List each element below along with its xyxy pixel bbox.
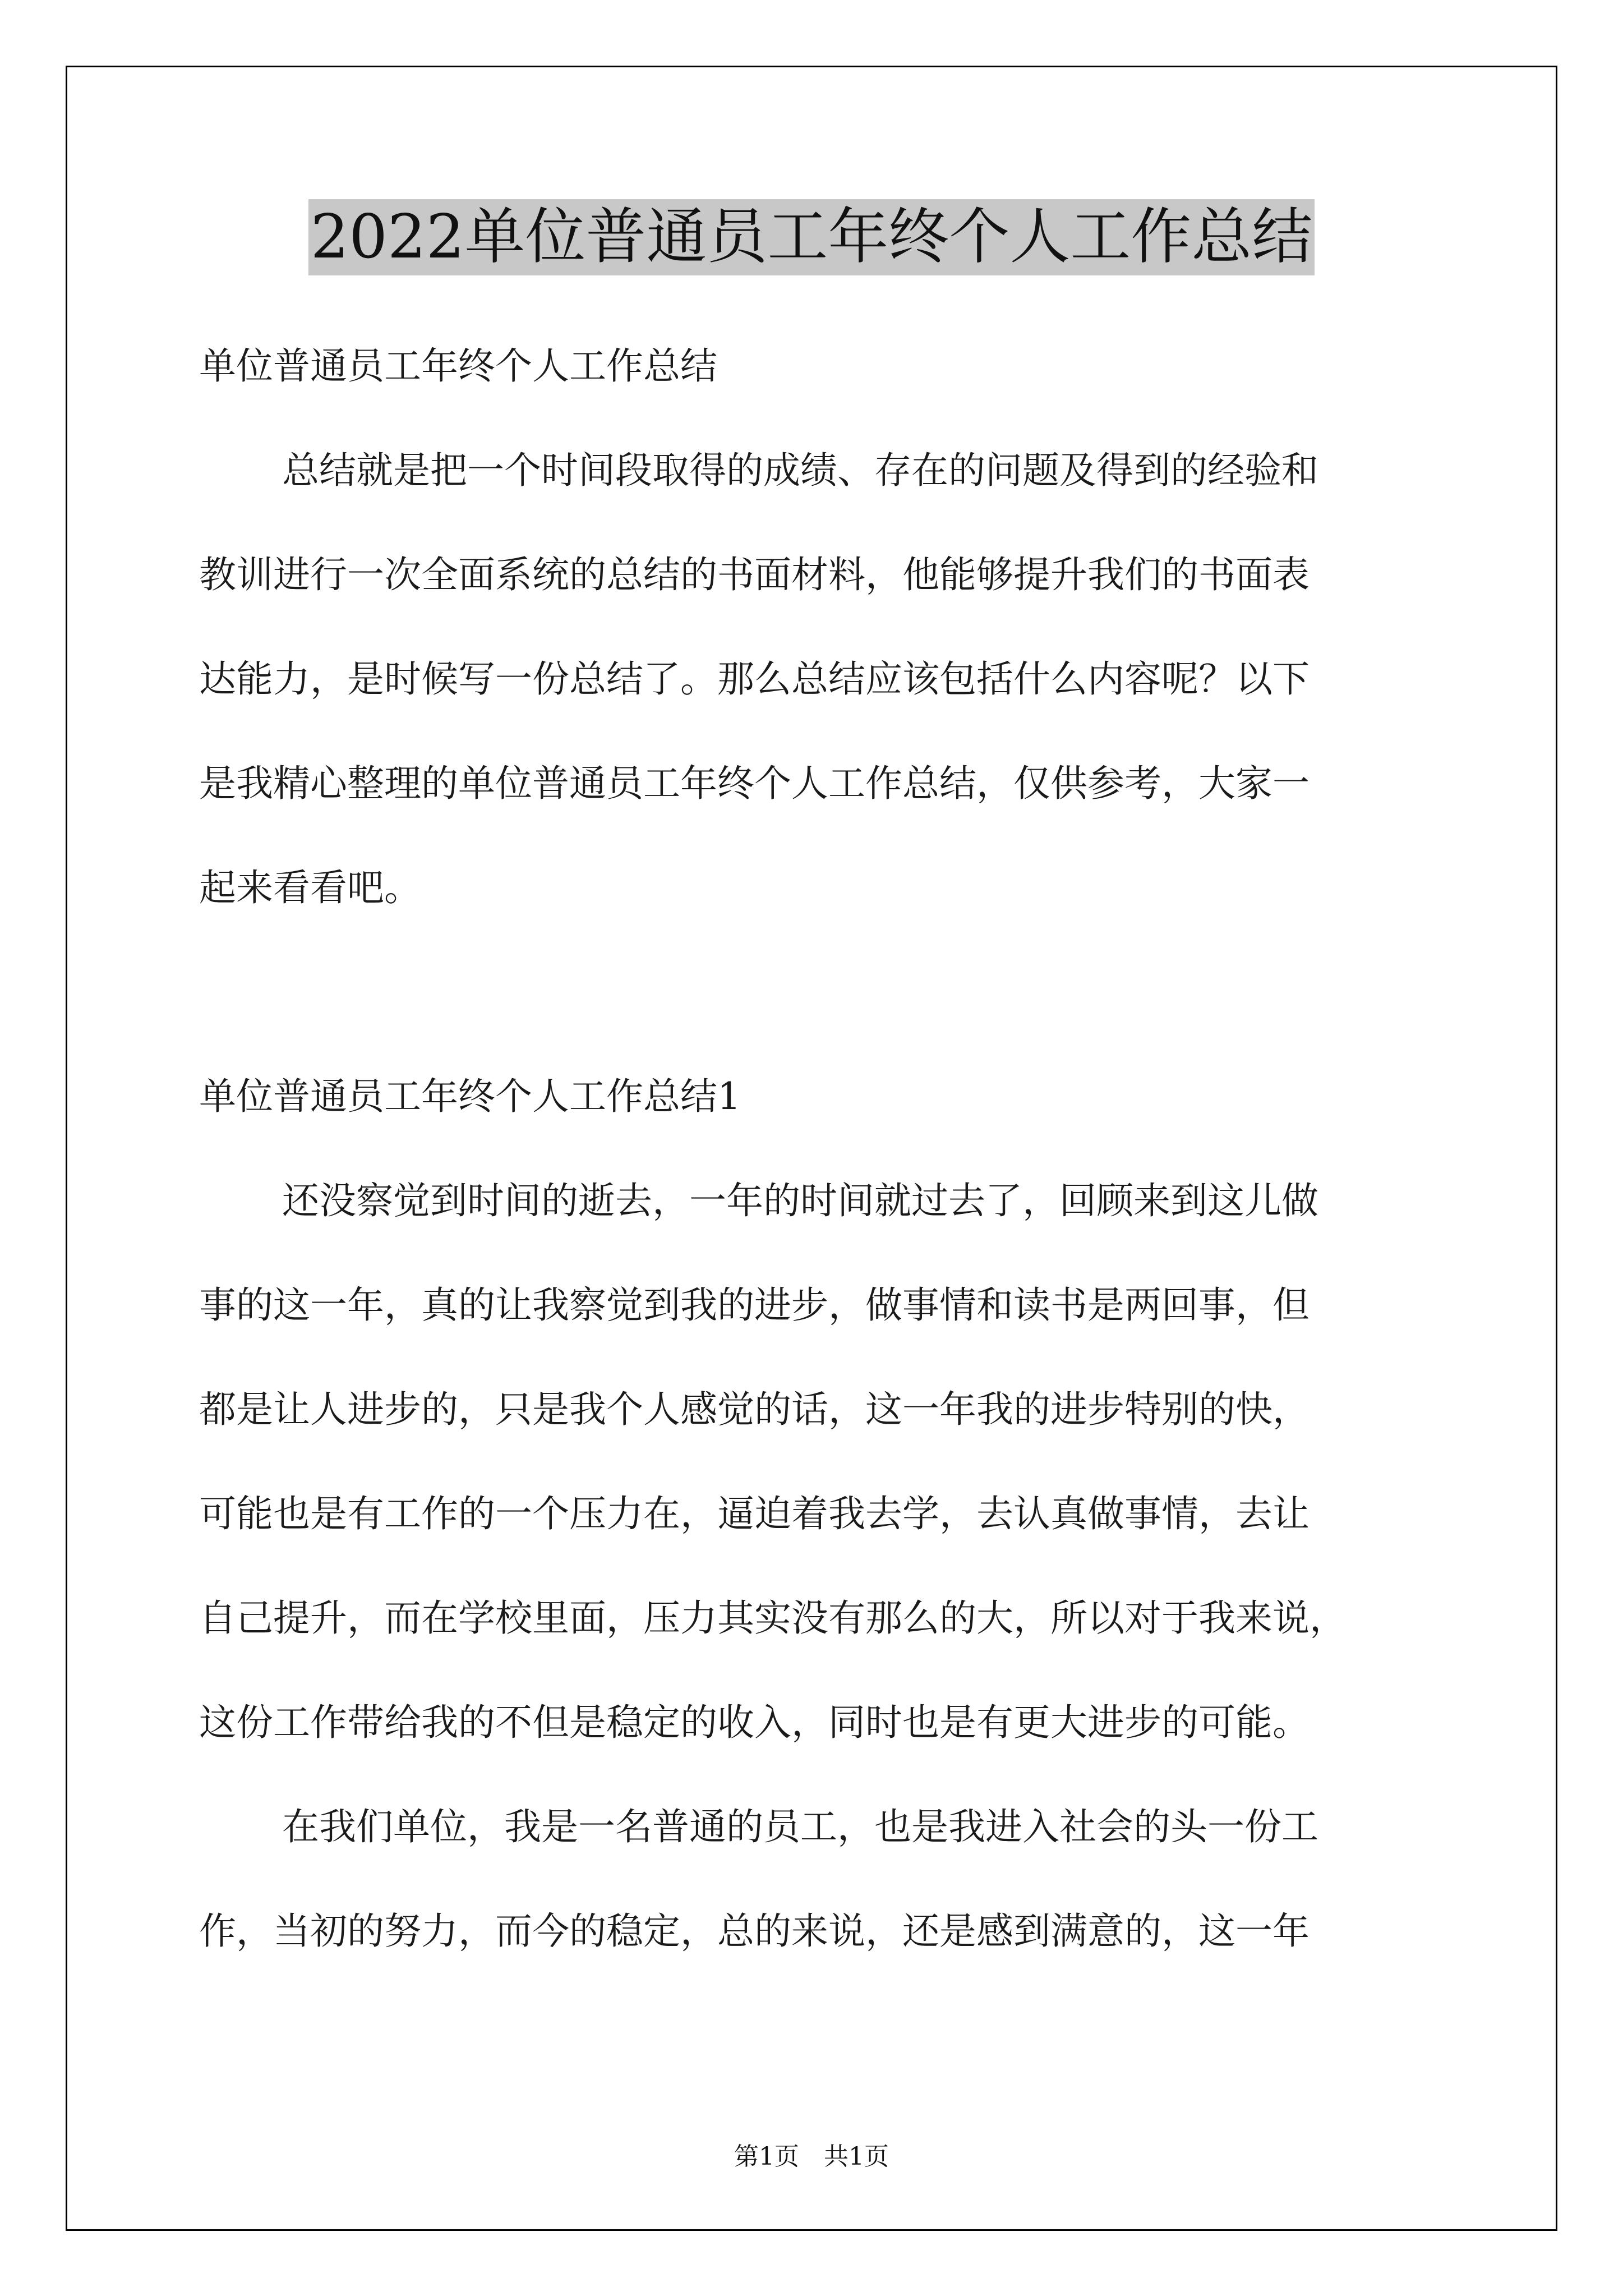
blank-line [199, 940, 1461, 1045]
text-line: 是我精心整理的单位普通员工年终个人工作总结，仅供参考，大家一 [199, 762, 1310, 805]
text-line: 在我们单位，我是一名普通的员工，也是我进入社会的头一份工 [282, 1805, 1318, 1848]
page-footer: 第1页 共1页 [734, 2142, 889, 2171]
text-line: 可能也是有工作的一个压力在，逼迫着我去学，去认真做事情，去让 [199, 1492, 1310, 1535]
title-container [0, 199, 1623, 275]
document-body [199, 314, 1461, 1984]
text-line: 达能力，是时候写一份总结了。那么总结应该包括什么内容呢？以下 [199, 657, 1310, 701]
document-title: 2022单位普通员工年终个人工作总结 [308, 199, 1315, 275]
text-line: 作，当初的努力，而今的稳定，总的来说，还是感到满意的，这一年 [199, 1910, 1310, 1953]
text-line: 这份工作带给我的不但是稳定的收入，同时也是有更大进步的可能。 [199, 1701, 1310, 1744]
text-line: 事的这一年，真的让我察觉到我的进步，做事情和读书是两回事，但 [199, 1283, 1310, 1327]
text-line: 都是让人进步的，只是我个人感觉的话，这一年我的进步特别的快， [199, 1388, 1310, 1431]
intro-paragraph [199, 418, 1461, 940]
subtitle: 单位普通员工年终个人工作总结 [199, 344, 717, 388]
body-paragraph-1 [199, 1149, 1461, 1775]
text-line: 教训进行一次全面系统的总结的书面材料，他能够提升我们的书面表 [199, 553, 1310, 596]
body-paragraph-2 [199, 1775, 1461, 1984]
text-line: 起来看看吧。 [199, 866, 421, 909]
text-line: 还没察觉到时间的逝去，一年的时间就过去了，回顾来到这儿做 [282, 1179, 1318, 1222]
text-line: 总结就是把一个时间段取得的成绩、存在的问题及得到的经验和 [282, 449, 1318, 492]
text-line: 自己提升，而在学校里面，压力其实没有那么的大，所以对于我来说， [199, 1596, 1347, 1640]
section-heading: 单位普通员工年终个人工作总结1 [199, 1075, 741, 1118]
